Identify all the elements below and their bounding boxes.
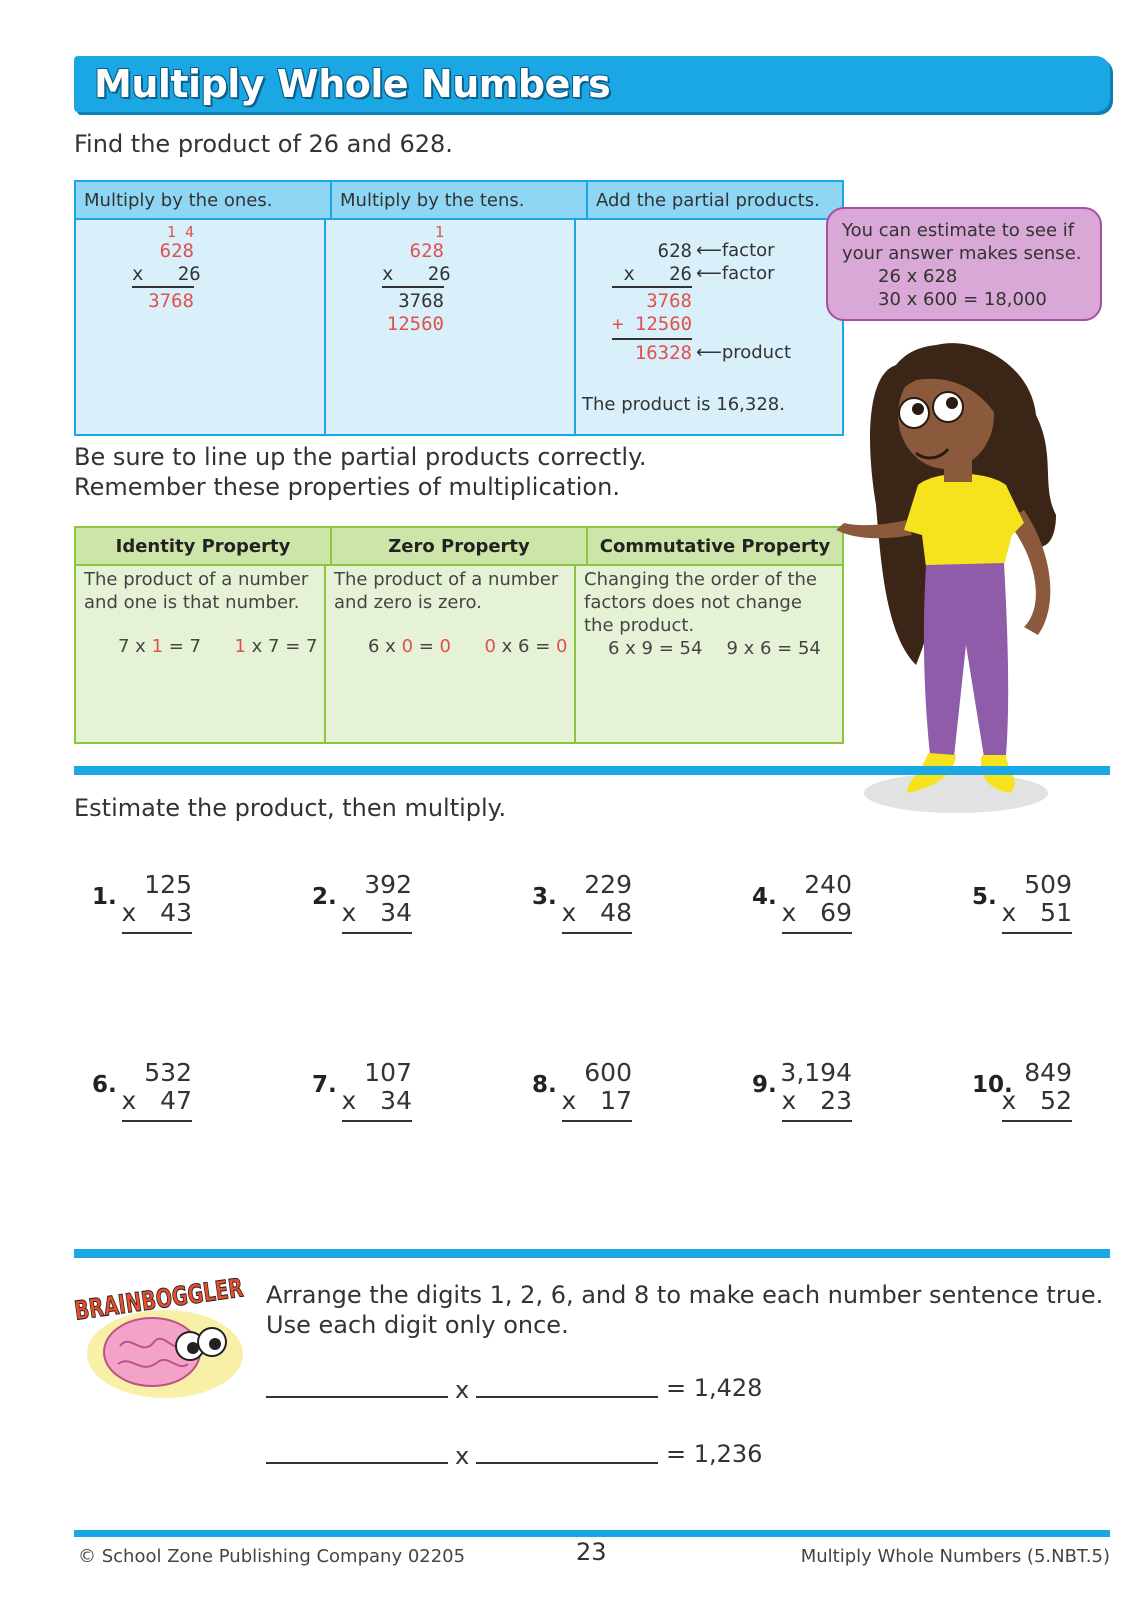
zero-property-description: The product of a number and zero is zero. 6 x 0 = 0 0 x 6 = 0 [334, 569, 568, 657]
problem-top-number: 849 [1024, 1058, 1072, 1087]
problem-number: 10. [972, 1072, 1013, 1098]
problem-multiplier: x 17 [561, 1086, 632, 1115]
problem-number: 8. [532, 1072, 557, 1098]
problem-number: 7. [312, 1072, 337, 1098]
answer-rule [122, 1120, 192, 1122]
reminder-line: Be sure to line up the partial products correctly. [74, 443, 647, 471]
footer-copyright: © School Zone Publishing Company 02205 [78, 1546, 466, 1567]
problem-multiplier: x 43 [121, 898, 192, 927]
factor-label-1: ⟵factor [696, 240, 775, 261]
commutative-property-description: Changing the order of the factors does not change the product. 6 x 9 = 54 9 x 6 = 54 [584, 569, 821, 659]
problem-top-number: 240 [804, 870, 852, 899]
equation-result: = 1,428 [666, 1374, 763, 1402]
steps-header-row [76, 182, 842, 220]
footer-title: Multiply Whole Numbers (5.NBT.5) [800, 1546, 1110, 1567]
reminder-line: Remember these properties of multiplication. [74, 473, 620, 501]
section-divider [74, 1249, 1110, 1258]
brain-boggler-logo [70, 1264, 305, 1400]
reminder-text [74, 442, 647, 502]
top-number: 628 [657, 240, 692, 262]
answer-rule [1002, 1120, 1072, 1122]
problem-multiplier: x 47 [121, 1086, 192, 1115]
identity-property-header: Identity Property [76, 528, 332, 564]
problem-number: 2. [312, 884, 337, 910]
footer-divider [74, 1530, 1110, 1537]
problem-number: 3. [532, 884, 557, 910]
problem-top-number: 509 [1024, 870, 1072, 899]
column-divider [324, 220, 326, 434]
practice-problem [532, 1058, 632, 1128]
problem-multiplier: x 48 [561, 898, 632, 927]
zero-property-header: Zero Property [332, 528, 588, 564]
properties-header-row [76, 528, 842, 566]
tens-calculation [382, 223, 451, 336]
practice-problem [752, 870, 852, 940]
steps-table [74, 180, 844, 436]
problem-number: 5. [972, 884, 997, 910]
column-divider [574, 566, 576, 742]
callout-line: 30 x 600 = 18,000 [878, 289, 1047, 310]
arrow-left-icon: ⟵ [696, 240, 722, 261]
problem-multiplier: x 51 [1001, 898, 1072, 927]
factor-label-2: ⟵factor [696, 263, 775, 284]
problem-top-number: 229 [584, 870, 632, 899]
sum-calculation [612, 240, 692, 365]
answer-rule [562, 1120, 632, 1122]
answer-blank[interactable] [476, 1462, 658, 1464]
answer-blank[interactable] [476, 1396, 658, 1398]
commutative-examples: 6 x 9 = 54 9 x 6 = 54 [608, 638, 821, 659]
practice-problem [532, 870, 632, 940]
problem-multiplier: x 23 [781, 1086, 852, 1115]
intro-text: Find the product of 26 and 628. [74, 130, 453, 158]
arrow-left-icon: ⟵ [696, 263, 722, 284]
answer-rule [1002, 932, 1072, 934]
problem-multiplier: x 34 [341, 1086, 412, 1115]
problem-multiplier: x 52 [1001, 1086, 1072, 1115]
times-sign: x [455, 1442, 470, 1470]
identity-examples: 7 x 1 = 7 1 x 7 = 7 [118, 636, 318, 657]
practice-problem [752, 1058, 852, 1128]
properties-table [74, 526, 844, 744]
practice-heading: Estimate the product, then multiply. [74, 794, 507, 822]
logo-text: BRAINBOGGLER [72, 1264, 305, 1327]
problem-multiplier: x 34 [341, 898, 412, 927]
top-number: 628 [409, 240, 444, 262]
partial-product-2: + 12560 [612, 313, 693, 335]
practice-problem [92, 870, 192, 940]
ones-calculation [132, 223, 201, 313]
carry-digits: 1 [434, 223, 444, 241]
multiplier: x 26 [132, 263, 201, 285]
practice-problem [312, 1058, 412, 1128]
step-header-add: Add the partial products. [596, 190, 820, 211]
answer-blank[interactable] [266, 1396, 448, 1398]
problem-top-number: 532 [144, 1058, 192, 1087]
callout-line: your answer makes sense. [842, 243, 1082, 264]
practice-problem [92, 1058, 192, 1128]
problem-top-number: 3,194 [780, 1058, 852, 1087]
teacher-illustration [826, 335, 1116, 825]
problem-top-number: 600 [584, 1058, 632, 1087]
answer-rule [782, 1120, 852, 1122]
brain-boggler-instructions [266, 1280, 1103, 1340]
commutative-property-header: Commutative Property [599, 536, 831, 557]
problem-top-number: 125 [144, 870, 192, 899]
problem-multiplier: x 69 [781, 898, 852, 927]
page-title: Multiply Whole Numbers [94, 62, 611, 106]
multiplier: x 26 [623, 263, 692, 285]
answer-blank[interactable] [266, 1462, 448, 1464]
top-number: 628 [159, 240, 194, 262]
instruction-line: Use each digit only once. [266, 1311, 569, 1339]
section-divider [74, 766, 1110, 775]
multiplier: x 26 [382, 263, 451, 285]
answer-rule [782, 932, 852, 934]
estimate-callout [826, 207, 1102, 321]
practice-problem [972, 1058, 1072, 1128]
problem-top-number: 107 [364, 1058, 412, 1087]
column-divider [574, 220, 576, 434]
times-sign: x [455, 1376, 470, 1404]
carry-digits: 1 4 [166, 223, 194, 241]
page-number: 23 [576, 1538, 607, 1566]
answer-rule [122, 932, 192, 934]
problem-number: 1. [92, 884, 117, 910]
instruction-line: Arrange the digits 1, 2, 6, and 8 to make each number sentence true. [266, 1281, 1104, 1309]
answer-rule [342, 1120, 412, 1122]
equation-result: = 1,236 [666, 1440, 763, 1468]
practice-problem [312, 870, 412, 940]
step-header-tens: Multiply by the tens. [332, 182, 588, 218]
practice-problem [972, 870, 1072, 940]
problem-number: 9. [752, 1072, 777, 1098]
partial-product: 3768 [132, 286, 194, 313]
identity-property-description: The product of a number and one is that number. 7 x 1 = 7 1 x 7 = 7 [84, 569, 318, 657]
partial-product-1: 3768 [612, 286, 692, 313]
partial-product-1: 3768 [382, 286, 444, 313]
arrow-left-icon: ⟵ [696, 342, 722, 363]
step-header-ones: Multiply by the ones. [76, 182, 332, 218]
product-label: ⟵product [696, 342, 792, 363]
callout-line: 26 x 628 [878, 266, 958, 287]
problem-number: 4. [752, 884, 777, 910]
column-divider [324, 566, 326, 742]
callout-line: You can estimate to see if [842, 220, 1075, 241]
product-statement: The product is 16,328. [582, 394, 785, 415]
answer-rule [562, 932, 632, 934]
zero-examples: 6 x 0 = 0 0 x 6 = 0 [368, 636, 568, 657]
partial-product-2: 12560 [386, 313, 444, 335]
problem-number: 6. [92, 1072, 117, 1098]
product-sum: 16328 [612, 338, 692, 365]
answer-rule [342, 932, 412, 934]
problem-top-number: 392 [364, 870, 412, 899]
